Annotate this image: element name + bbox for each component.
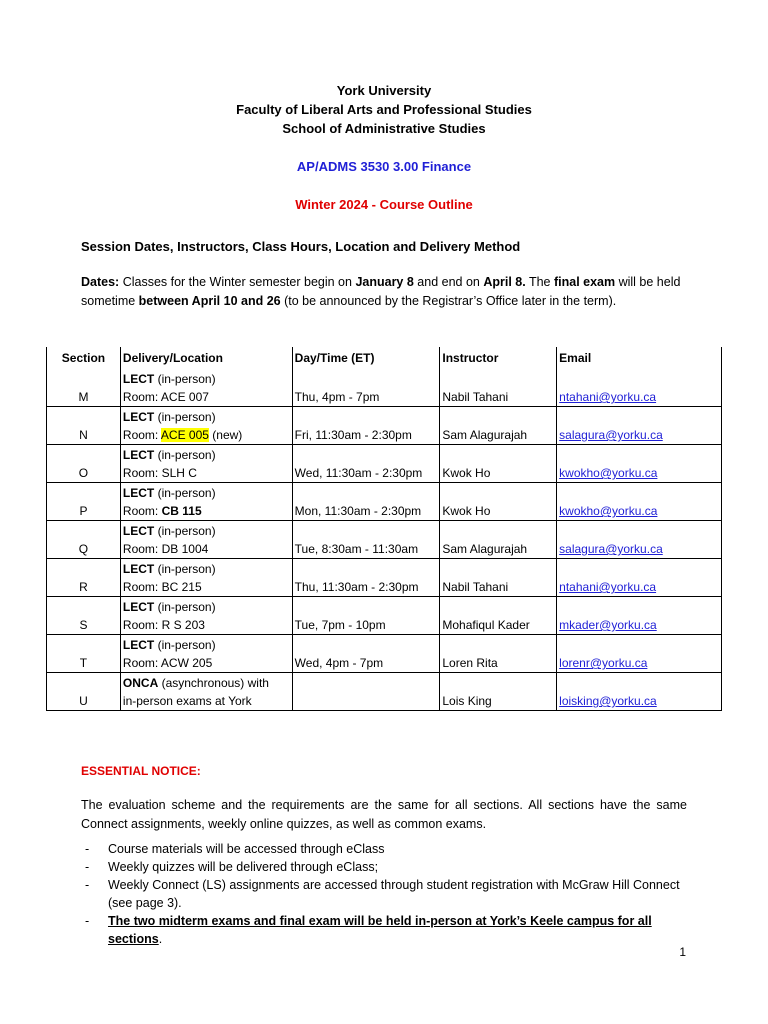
table-row bbox=[47, 369, 722, 407]
page-number: 1 bbox=[679, 945, 686, 959]
cell-email bbox=[557, 673, 722, 711]
cell-email bbox=[557, 635, 722, 673]
cell-daytime: Thu, 4pm - 7pm bbox=[292, 369, 440, 407]
cell-daytime: Wed, 4pm - 7pm bbox=[292, 635, 440, 673]
list-item bbox=[81, 840, 691, 858]
header-delivery: Delivery/Location bbox=[120, 347, 292, 369]
cell-delivery bbox=[120, 635, 292, 673]
cell-instructor: Kwok Ho bbox=[440, 483, 557, 521]
delivery-note: (in-person) bbox=[154, 638, 216, 652]
delivery-note: (in-person) bbox=[154, 372, 216, 386]
room-name: ACW 205 bbox=[160, 656, 213, 670]
delivery-note: (in-person) bbox=[154, 448, 216, 462]
header-section: Section bbox=[47, 347, 121, 369]
email-link[interactable]: salagura@yorku.ca bbox=[559, 428, 663, 442]
essential-notice-heading: ESSENTIAL NOTICE: bbox=[81, 764, 201, 778]
cell-delivery bbox=[120, 597, 292, 635]
delivery-mode: LECT bbox=[122, 448, 155, 462]
cell-daytime: Mon, 11:30am - 2:30pm bbox=[292, 483, 440, 521]
room-name: in-person exams at York bbox=[122, 694, 252, 708]
email-link[interactable]: kwokho@yorku.ca bbox=[559, 466, 658, 480]
room-name: BC 215 bbox=[161, 580, 202, 594]
table-row bbox=[47, 635, 722, 673]
bullet-dash: - bbox=[85, 914, 90, 928]
cell-daytime: Tue, 7pm - 10pm bbox=[292, 597, 440, 635]
bullet-text: Course materials will be accessed through eClass bbox=[108, 842, 385, 856]
email-link[interactable]: ntahani@yorku.ca bbox=[559, 390, 657, 404]
bullet-dash: - bbox=[85, 860, 90, 874]
cell-delivery bbox=[120, 559, 292, 597]
faculty-name: Faculty of Liberal Arts and Professional Studies bbox=[236, 102, 532, 117]
dates-text-2: and end on bbox=[413, 275, 484, 289]
delivery-mode: LECT bbox=[122, 524, 155, 538]
cell-section: M bbox=[47, 369, 121, 407]
session-heading: Session Dates, Instructors, Class Hours, Location and Delivery Method bbox=[81, 239, 521, 254]
cell-delivery bbox=[120, 407, 292, 445]
delivery-mode: ONCA bbox=[122, 676, 159, 690]
cell-section: O bbox=[47, 445, 121, 483]
delivery-note: (in-person) bbox=[154, 524, 216, 538]
email-link[interactable]: lorenr@yorku.ca bbox=[559, 656, 648, 670]
bullet-dash: - bbox=[85, 878, 90, 892]
list-item bbox=[81, 876, 691, 912]
table-row bbox=[47, 483, 722, 521]
cell-email bbox=[557, 597, 722, 635]
dates-label: Dates: bbox=[81, 275, 120, 289]
cell-daytime: Fri, 11:30am - 2:30pm bbox=[292, 407, 440, 445]
cell-instructor: Sam Alagurajah bbox=[440, 407, 557, 445]
delivery-mode: LECT bbox=[122, 372, 155, 386]
dates-text-5: (to be announced by the Registrar’s Office later in the term). bbox=[280, 294, 617, 308]
cell-section: U bbox=[47, 673, 121, 711]
cell-instructor: Nabil Tahani bbox=[440, 369, 557, 407]
cell-instructor: Nabil Tahani bbox=[440, 559, 557, 597]
room-name: SLH C bbox=[161, 466, 197, 480]
final-exam-label: final exam bbox=[553, 275, 616, 289]
cell-section: N bbox=[47, 407, 121, 445]
cell-delivery bbox=[120, 369, 292, 407]
header-instructor: Instructor bbox=[440, 347, 557, 369]
bullet-text-emphasis: The two midterm exams and final exam will be held in-person at York’s Keele campus for all sections bbox=[108, 914, 652, 946]
cell-email bbox=[557, 559, 722, 597]
cell-delivery bbox=[120, 483, 292, 521]
term-title: Winter 2024 - Course Outline bbox=[295, 197, 473, 212]
room-prefix: Room: bbox=[122, 542, 162, 556]
cell-daytime: Wed, 11:30am - 2:30pm bbox=[292, 445, 440, 483]
delivery-mode: LECT bbox=[122, 410, 155, 424]
room-prefix: Room: bbox=[122, 390, 161, 404]
exam-window: between April 10 and 26 bbox=[138, 294, 281, 308]
room-name: R S 203 bbox=[161, 618, 205, 632]
room-prefix: Room: bbox=[122, 428, 161, 442]
university-name: York University bbox=[336, 83, 432, 98]
cell-daytime: Tue, 8:30am - 11:30am bbox=[292, 521, 440, 559]
cell-section: P bbox=[47, 483, 121, 521]
end-date: April 8. bbox=[483, 275, 526, 289]
cell-daytime bbox=[292, 673, 440, 711]
delivery-note: (in-person) bbox=[154, 600, 216, 614]
delivery-mode: LECT bbox=[122, 638, 155, 652]
room-prefix: Room: bbox=[122, 466, 162, 480]
room-prefix: Room: bbox=[122, 504, 162, 518]
cell-instructor: Mohafiqul Kader bbox=[440, 597, 557, 635]
table-row bbox=[47, 521, 722, 559]
delivery-mode: LECT bbox=[122, 486, 155, 500]
cell-email bbox=[557, 521, 722, 559]
delivery-mode: LECT bbox=[122, 562, 155, 576]
cell-instructor: Sam Alagurajah bbox=[440, 521, 557, 559]
room-prefix: Room: bbox=[122, 618, 162, 632]
delivery-note: (in-person) bbox=[154, 410, 216, 424]
table-row bbox=[47, 445, 722, 483]
email-link[interactable]: ntahani@yorku.ca bbox=[559, 580, 657, 594]
table-row bbox=[47, 597, 722, 635]
notice-bullet-list bbox=[81, 840, 691, 948]
list-item bbox=[81, 912, 691, 948]
table-row bbox=[47, 407, 722, 445]
bullet-dash: - bbox=[85, 842, 90, 856]
cell-delivery bbox=[120, 673, 292, 711]
notice-paragraph: The evaluation scheme and the requirements are the same for all sections. All sections have the same Connect assignments, weekly online quizzes, as well as common exams. bbox=[81, 798, 687, 831]
room-prefix: Room: bbox=[122, 656, 161, 670]
table-row bbox=[47, 673, 722, 711]
delivery-mode: LECT bbox=[122, 600, 155, 614]
table-header-row bbox=[47, 347, 722, 369]
room-name: ACE 005 bbox=[160, 428, 209, 442]
school-name: School of Administrative Studies bbox=[282, 121, 486, 136]
table-row bbox=[47, 559, 722, 597]
dates-text-4: will be held sometime bbox=[81, 275, 681, 308]
dates-text-1: Classes for the Winter semester begin on bbox=[119, 275, 356, 289]
room-note: (new) bbox=[208, 428, 243, 442]
email-link[interactable]: loisking@yorku.ca bbox=[559, 694, 657, 708]
cell-section: S bbox=[47, 597, 121, 635]
email-link[interactable]: mkader@yorku.ca bbox=[559, 618, 657, 632]
list-item bbox=[81, 858, 691, 876]
cell-delivery bbox=[120, 445, 292, 483]
start-date: January 8 bbox=[355, 275, 414, 289]
schedule-table bbox=[46, 347, 722, 711]
room-name: ACE 007 bbox=[160, 390, 209, 404]
course-title: AP/ADMS 3530 3.00 Finance bbox=[296, 159, 472, 174]
cell-delivery bbox=[120, 521, 292, 559]
header-email: Email bbox=[557, 347, 722, 369]
delivery-note: (asynchronous) with bbox=[158, 676, 269, 690]
bullet-text: Weekly Connect (LS) assignments are accessed through student registration with McGraw Hill Connect (see page 3). bbox=[108, 878, 680, 910]
dates-paragraph bbox=[81, 273, 687, 311]
header-daytime: Day/Time (ET) bbox=[292, 347, 440, 369]
room-name: CB 115 bbox=[161, 504, 202, 518]
cell-section: T bbox=[47, 635, 121, 673]
cell-email bbox=[557, 369, 722, 407]
cell-instructor: Loren Rita bbox=[440, 635, 557, 673]
delivery-note: (in-person) bbox=[154, 486, 216, 500]
bullet-text: Weekly quizzes will be delivered through eClass; bbox=[108, 860, 379, 874]
dates-text-3: The bbox=[525, 275, 554, 289]
bullet-period: . bbox=[158, 932, 163, 946]
cell-section: Q bbox=[47, 521, 121, 559]
room-name: DB 1004 bbox=[161, 542, 209, 556]
cell-instructor: Kwok Ho bbox=[440, 445, 557, 483]
cell-email bbox=[557, 407, 722, 445]
email-link[interactable]: kwokho@yorku.ca bbox=[559, 504, 658, 518]
delivery-note: (in-person) bbox=[154, 562, 216, 576]
email-link[interactable]: salagura@yorku.ca bbox=[559, 542, 663, 556]
room-prefix: Room: bbox=[122, 580, 162, 594]
cell-email bbox=[557, 483, 722, 521]
cell-section: R bbox=[47, 559, 121, 597]
cell-instructor: Lois King bbox=[440, 673, 557, 711]
cell-daytime: Thu, 11:30am - 2:30pm bbox=[292, 559, 440, 597]
cell-email bbox=[557, 445, 722, 483]
